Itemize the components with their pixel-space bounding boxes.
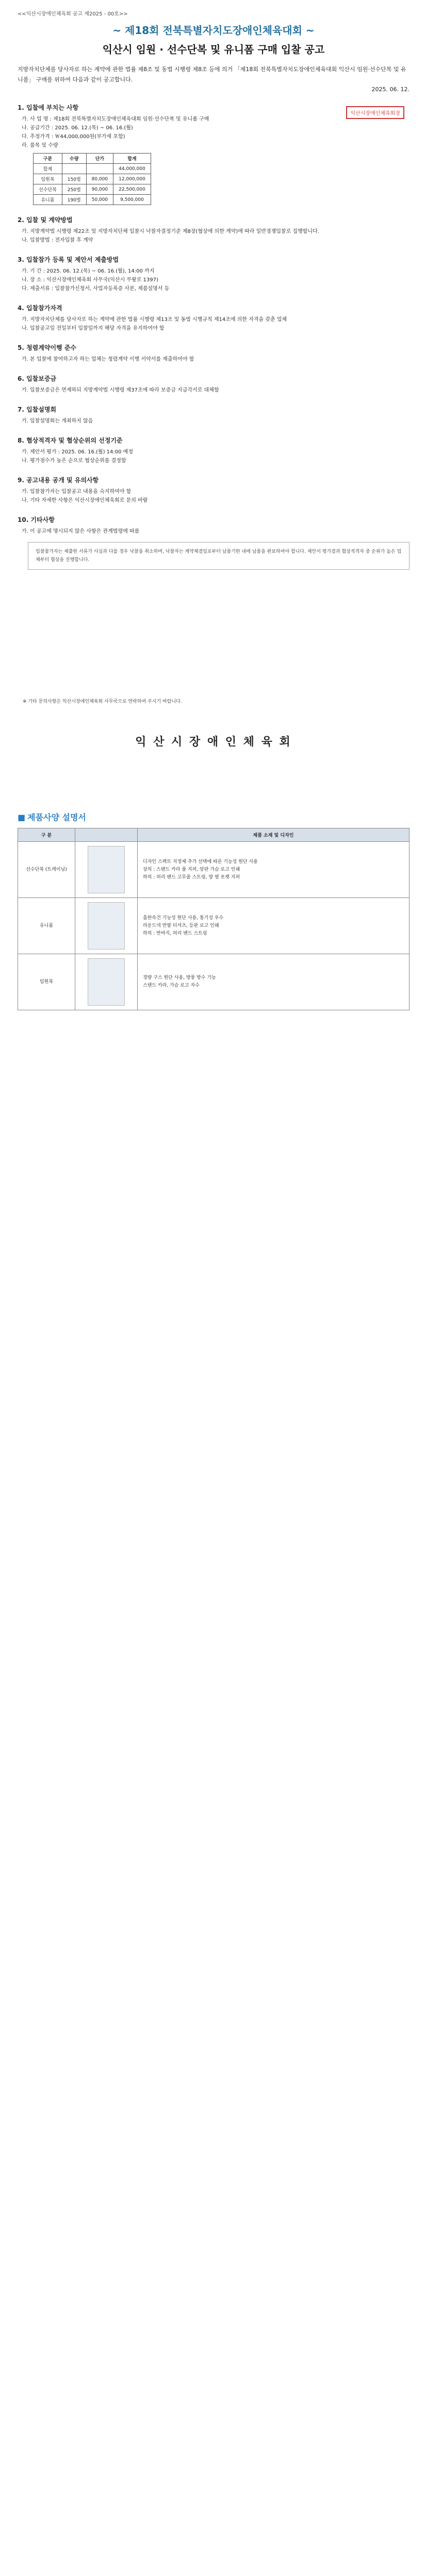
table-cell: 150벌	[62, 174, 86, 184]
section-line: 나. 공급기간 : 2025. 06. 12.(목) ~ 06. 16.(월)	[22, 125, 133, 131]
spec-header-photo	[75, 828, 138, 842]
blank-space	[18, 570, 409, 693]
product-category: 임원복	[18, 954, 75, 1010]
product-row	[18, 842, 409, 898]
section-heading: 5. 청렴계약이행 준수	[18, 344, 77, 351]
section-heading: 7. 입찰설명회	[18, 406, 57, 413]
section-line: 가. 사 업 명 : 제18회 전북특별자치도장애인체육대회 임원·선수단복 및 유니폼 구매	[22, 116, 209, 122]
table-cell: 유니폼	[34, 195, 62, 205]
section-line: 가. 입찰보증금은 면제하되 지방계약법 시행령 제37조에 따라 보증금 지급각서로 대체함	[22, 387, 219, 393]
section-line: 가. 입찰참가자는 입찰공고 내용을 숙지하여야 함	[22, 489, 132, 495]
section-6	[18, 374, 409, 395]
product-photo-cell	[75, 842, 138, 898]
intro-paragraph: 지방자치단체를 당사자로 하는 계약에 관한 법률 제8조 및 동법 시행령 제8조 등에 의거 「제18회 전북특별자치도장애인체육대회 익산시 임원·선수단복 및 유니폼」 구매를 위하여 다음과 같이 공고합니다.	[18, 66, 406, 83]
section-line: 나. 입찰공고일 전일부터 입찰일까지 해당 자격을 유지하여야 함	[22, 326, 165, 331]
table-cell: 9,500,000	[113, 195, 151, 205]
table-header: 구분	[34, 154, 62, 164]
product-description: 경량 구스 원단 사용, 방풍 방수 기능 스탠드 카라, 가슴 로고 자수	[138, 954, 409, 1010]
section-heading: 3. 입찰참가 등록 및 제안서 제출방법	[18, 256, 119, 263]
product-image	[88, 846, 125, 893]
product-category: 선수단복 (트레이닝)	[18, 842, 75, 898]
contact-note: ※ 기타 문의사항은 익산시장애인체육회 사무국으로 연락하여 주시기 바랍니다.	[23, 699, 182, 704]
table-cell: 44,000,000	[113, 164, 151, 174]
section-line: 나. 평가점수가 높은 순으로 협상순위를 결정함	[22, 458, 126, 464]
section-heading: 8. 협상적격자 및 협상순위의 선정기준	[18, 437, 123, 444]
product-row	[18, 898, 409, 954]
section-7	[18, 405, 409, 426]
section-line: 나. 장 소 : 익산시장애인체육회 사무국(익산시 무왕로 1397)	[22, 277, 158, 283]
table-cell: 190벌	[62, 195, 86, 205]
product-photo-cell	[75, 954, 138, 1010]
section-line: 가. 이 공고에 명시되지 않은 사항은 관계법령에 따름	[22, 529, 140, 534]
section-5	[18, 343, 409, 364]
section-line: 라. 품목 및 수량	[22, 143, 58, 148]
item-quantity-table	[33, 153, 151, 205]
product-row	[18, 954, 409, 1010]
section-line: 가. 기 간 : 2025. 06. 12.(목) ~ 06. 16.(월), 14:00 까지	[22, 268, 155, 274]
table-cell: 250벌	[62, 184, 86, 195]
product-image	[88, 958, 125, 1006]
product-photo-cell	[75, 898, 138, 954]
table-cell: 80,000	[86, 174, 113, 184]
section-2	[18, 215, 409, 245]
section-line: 가. 지방자치단체를 당사자로 하는 계약에 관한 법률 시행령 제13조 및 동법 시행규칙 제14조에 의한 자격을 갖춘 업체	[22, 317, 287, 323]
section-3	[18, 255, 409, 293]
table-row	[34, 184, 151, 195]
table-header: 수량	[62, 154, 86, 164]
table-row	[34, 195, 151, 205]
square-bullet-icon: ■	[18, 812, 26, 822]
table-row	[34, 164, 151, 174]
spec-header-desc: 제품 소재 및 디자인	[138, 828, 409, 842]
product-description: 흡한속건 기능성 원단 사용, 통기성 우수 라운드넥 반팔 티셔츠, 등판 로고 인쇄 하의 : 반바지, 허리 밴드 스트링	[138, 898, 409, 954]
section-line: 나. 기타 자세한 사항은 익산시장애인체육회로 문의 바람	[22, 498, 148, 503]
section-4	[18, 303, 409, 333]
table-header: 단가	[86, 154, 113, 164]
section-heading: 9. 공고내용 공개 및 유의사항	[18, 477, 99, 484]
section-heading: 6. 입찰보증금	[18, 375, 57, 382]
spec-section-title: ■ 제품사양 설명서	[18, 812, 86, 822]
product-category: 유니폼	[18, 898, 75, 954]
section-heading: 10. 기타사항	[18, 516, 55, 523]
product-spec-table	[18, 828, 409, 1010]
section-heading: 1. 입찰에 부치는 사항	[18, 104, 79, 111]
section-line: 가. 본 입찰에 참여하고자 하는 업체는 청렴계약 이행 서약서를 제출하여야 함	[22, 357, 194, 362]
table-cell: 선수단복	[34, 184, 62, 195]
table-cell: 합계	[34, 164, 62, 174]
product-image	[88, 902, 125, 950]
product-description: 디자인 스펙트 지정제 추가 선택에 따른 기능성 원단 사용 상의 : 스탠드 카라 풀 지퍼, 앞판 가슴 로고 인쇄 하의 : 허리 밴드 고무줄 스트링, 양 옆 포켓 지퍼	[138, 842, 409, 898]
table-cell: 12,000,000	[113, 174, 151, 184]
table-cell: 90,000	[86, 184, 113, 195]
table-cell: 임원복	[34, 174, 62, 184]
footer-organization: 익 산 시 장 애 인 체 육 회	[135, 736, 292, 749]
section-line: 가. 제안서 평가 : 2025. 06. 16.(월) 14:00 예정	[22, 449, 133, 455]
table-cell	[86, 164, 113, 174]
table-header: 합계	[113, 154, 151, 164]
notice-number: <<익산시장애인체육회 공고 제2025 - 00호>>	[18, 11, 128, 17]
table-cell: 22,500,000	[113, 184, 151, 195]
official-stamp: 익산시장애인체육회장	[346, 106, 404, 119]
section-line: 다. 제출서류 : 입찰참가신청서, 사업자등록증 사본, 제품설명서 등	[22, 286, 170, 292]
table-row	[34, 174, 151, 184]
section-9	[18, 476, 409, 505]
table-cell: 50,000	[86, 195, 113, 205]
notice-date: 2025. 06. 12.	[371, 86, 409, 93]
document-page	[18, 0, 409, 1010]
section-heading: 4. 입찰참가자격	[18, 304, 62, 312]
notice-box: 입찰참가자는 제출한 서류가 사실과 다를 경우 낙찰을 취소하며, 낙찰자는 계약체결일로부터 납품기한 내에 납품을 완료하여야 합니다. 제안서 평가결과 협상적격자 중 순위가 높은 업체부터 협상을 진행합니다.	[28, 542, 409, 570]
section-10	[18, 515, 409, 536]
section-line: 다. 추정가격 : ￦44,000,000원(부가세 포함)	[22, 134, 125, 140]
section-line: 나. 입찰방법 : 전자입찰 후 계약	[22, 238, 93, 243]
section-heading: 2. 입찰 및 계약방법	[18, 216, 73, 224]
section-line: 가. 지방계약법 시행령 제22조 및 지방자치단체 입찰시 낙찰자결정기준 제8장(협상에 의한 계약)에 따라 일반경쟁입찰로 집행합니다.	[22, 229, 319, 234]
spec-header-category: 구 분	[18, 828, 75, 842]
sections-container	[18, 103, 409, 536]
event-title: ~ 제18회 전북특별자치도장애인체육대회 ~	[112, 24, 315, 37]
page-title: 익산시 임원 · 선수단복 및 유니폼 구매 입찰 공고	[102, 43, 325, 56]
section-line: 가. 입찰설명회는 개최하지 않음	[22, 418, 93, 424]
section-8	[18, 436, 409, 465]
table-cell	[62, 164, 86, 174]
